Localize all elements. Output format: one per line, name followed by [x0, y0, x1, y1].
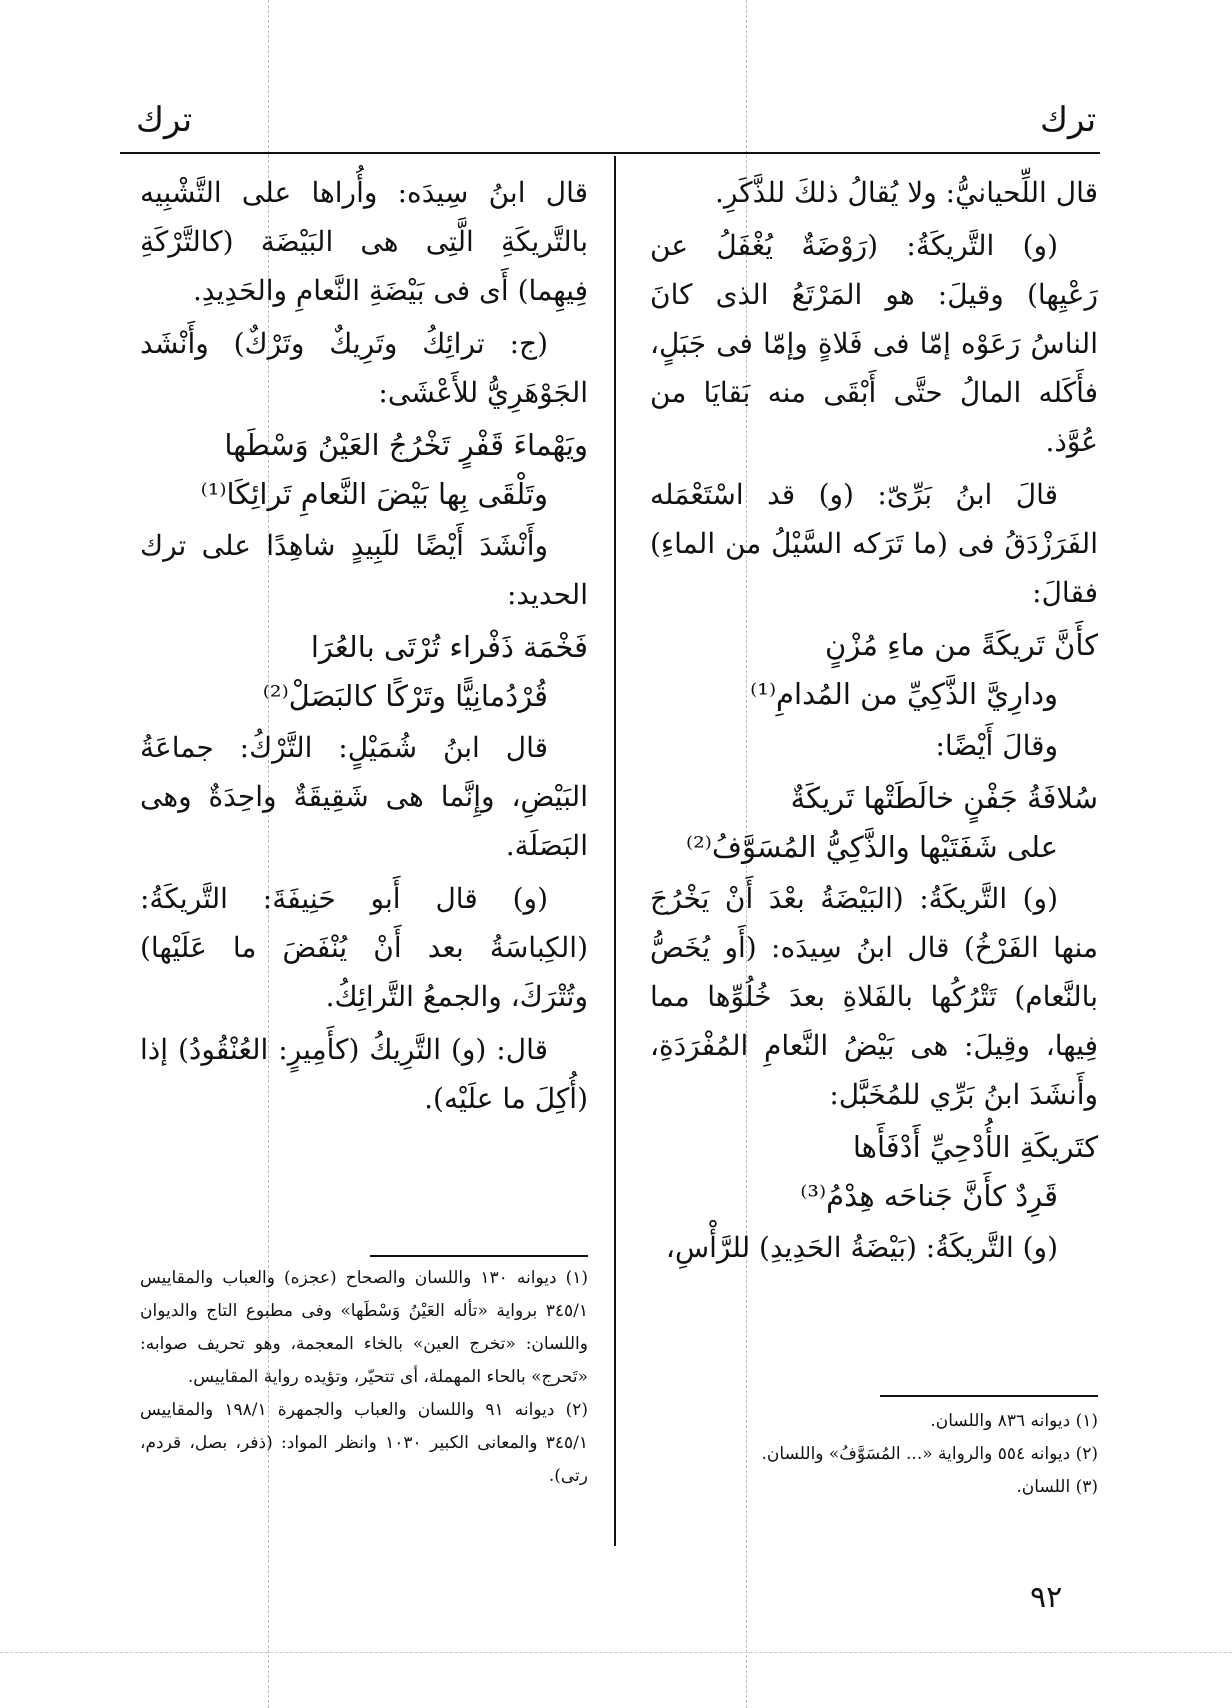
paragraph: قال: (و) التَّرِيكُ (كأَمِيرٍ: العُنْقُودُ) إذا (أُكِلَ ما علَيْه).: [140, 1033, 588, 1115]
verse-second-hemistich: ودارِيَّ الذَّكِيِّ من المُدامِ⁽¹⁾: [750, 677, 1058, 711]
footnote: (٣) اللسان.: [1016, 1477, 1098, 1497]
verse-first-hemistich: كتَريكَةِ الأُدْحِيِّ أَدْفَأَها: [852, 1130, 1098, 1164]
verse-first-hemistich: سُلافَةُ جَفْنٍ خالَطَتْها تَريكَةٌ: [790, 781, 1098, 815]
verse-second-hemistich: قُرْدُمانِيًّا وتَرْكًا كالبَصَلْ⁽²⁾: [262, 679, 548, 713]
footnote: (٢) ديوانه ٥٥٤ والرواية «... المُسَوَّفُ» واللسان.: [761, 1444, 1098, 1464]
verse-second-hemistich: على شَفَتَيْها والذَّكِيُّ المُسَوَّفُ⁽²⁾: [686, 830, 1058, 864]
running-head-right: ترك: [1040, 100, 1097, 140]
verse: [650, 1123, 1098, 1221]
footnote: (١) ديوانه ١٣٠ واللسان والصحاح (عجزه) والعباب والمقاييس ٣٤٥/١ برواية «تأله العَيْنُ وَسْطَها» وفى مطبوع التاج والديوان واللسان: «تخرج العين» بالخاء المعجمة، وهو تحريف صوابه: «تَحرج» بالحاء المهملة، أى تتحيّر، وتؤيده رواية المقاييس.: [140, 1268, 588, 1387]
page-number: ٩٢: [1030, 1580, 1063, 1615]
paragraph: (و) التَّريكَةُ: (بَيْضَةُ الحَدِيدِ) للرَّأْسِ،: [665, 1231, 1058, 1264]
paragraph: وأَنْشَدَ أَيْضًا للَبِيدٍ شاهِدًا على ترك الحديد:: [140, 529, 588, 611]
verse: [140, 421, 588, 519]
verse-second-hemistich: وتَلْقَى بِها بَيْضَ النَّعامِ تَرائِكَا⁽¹⁾: [200, 477, 548, 511]
paragraph: قال اللِّحيانيُّ: ولا يُقالُ ذلكَ للذَّكَرِ.: [714, 176, 1098, 209]
left-footnotes: [140, 1262, 588, 1493]
paragraph: قالَ ابنُ بَرِّىّ: (و) قد اسْتَعْمَله الفَرَزْدَقُ فى (ما تَرَكه السَّيْلُ من الماءِ) فقالَ:: [650, 478, 1098, 609]
footnote: (١) ديوانه ٨٣٦ واللسان.: [930, 1411, 1098, 1431]
right-footnotes: [650, 1405, 1098, 1504]
paragraph: قال ابنُ سِيدَه: وأُراها على التَّشْبِيه بالتَّريكَةِ الَّتِى هى البَيْضَة (كالتَّرْكَةِ فِيهِما) أَى فى بَيْضَةِ النَّعامِ والحَدِيدِ.: [140, 176, 588, 307]
header-rule: [120, 152, 1100, 154]
verse-second-hemistich: قَرِدٌ كأَنَّ جَناحَه هِدْمُ⁽³⁾: [800, 1179, 1058, 1213]
left-column: [140, 168, 588, 1127]
paragraph: قال ابنُ شُمَيْلٍ: التَّرْكُ: جماعَةُ البَيْضِ، وإِنَّما هى شَقِيقَةٌ واحِدَةٌ وهى البَصَلَة.: [140, 731, 588, 862]
paragraph: وقالَ أَيْضًا:: [935, 729, 1058, 762]
running-head-left: ترك: [136, 100, 193, 140]
guide-line: [0, 1652, 1232, 1653]
right-footnote-rule: [880, 1395, 1098, 1397]
verse-first-hemistich: فَخْمَة ذَفْراء تُرْتَى بالعُرَا: [310, 630, 588, 664]
verse-first-hemistich: ويَهْماءَ قَفْرٍ تَخْرُجُ العَيْنُ وَسْطَها: [224, 428, 588, 462]
left-footnote-rule: [370, 1255, 588, 1257]
verse: [650, 621, 1098, 719]
right-column: [650, 168, 1098, 1276]
paragraph: (و) التَّريكَةُ: (رَوْضَةٌ يُغْفَلُ عن رَعْيِها) وقيلَ: هو المَرْتَعُ الذى كانَ الناسُ رَعَوْه إمّا فى فَلاةٍ وإمّا فى جَبَلٍ، فأَكَله المالُ حتَّى أَبْقَى منه بَقايَا من عُوَّذ.: [650, 229, 1098, 458]
column-divider: [614, 156, 616, 1546]
paragraph: (و) قال أَبو حَنِيفَةَ: التَّريكَةُ: (الكِباسَةُ بعد أَنْ يُنْفَضَ ما عَلَيْها) وتُتْرَكَ، والجمعُ التَّرائِكُ.: [140, 882, 588, 1013]
paragraph: (ج: ترائِكُ وتَرِيكٌ وتَرْكٌ) وأَنْشَد الجَوْهَرِيُّ للأَعْشَى:: [140, 327, 588, 409]
verse: [140, 623, 588, 721]
verse: [650, 774, 1098, 872]
verse-first-hemistich: كأَنَّ تَريكَةً من ماءِ مُزْنٍ: [825, 628, 1098, 662]
paragraph: (و) التَّريكَةُ: (البَيْضَةُ بعْدَ أَنْ يَخْرُجَ منها الفَرْخُ) قال ابنُ سِيدَه: (أَو يُخَصُّ بالنَّعام) تَتْرُكُها بالفَلاةِ بعدَ خُلُوِّها مما فِيها، وقِيلَ: هى بَيْضُ النَّعامِ المُفْرَدَةِ، وأَنشَدَ ابنُ بَرِّي للمُخَبَّل:: [650, 882, 1098, 1111]
footnote: (٢) ديوانه ٩١ واللسان والعباب والجمهرة ١٩٨/١ والمقاييس ٣٤٥/١ والمعانى الكبير ١٠٣٠ وانظر المواد: (ذفر، بصل، قردم، رتى).: [140, 1400, 588, 1486]
